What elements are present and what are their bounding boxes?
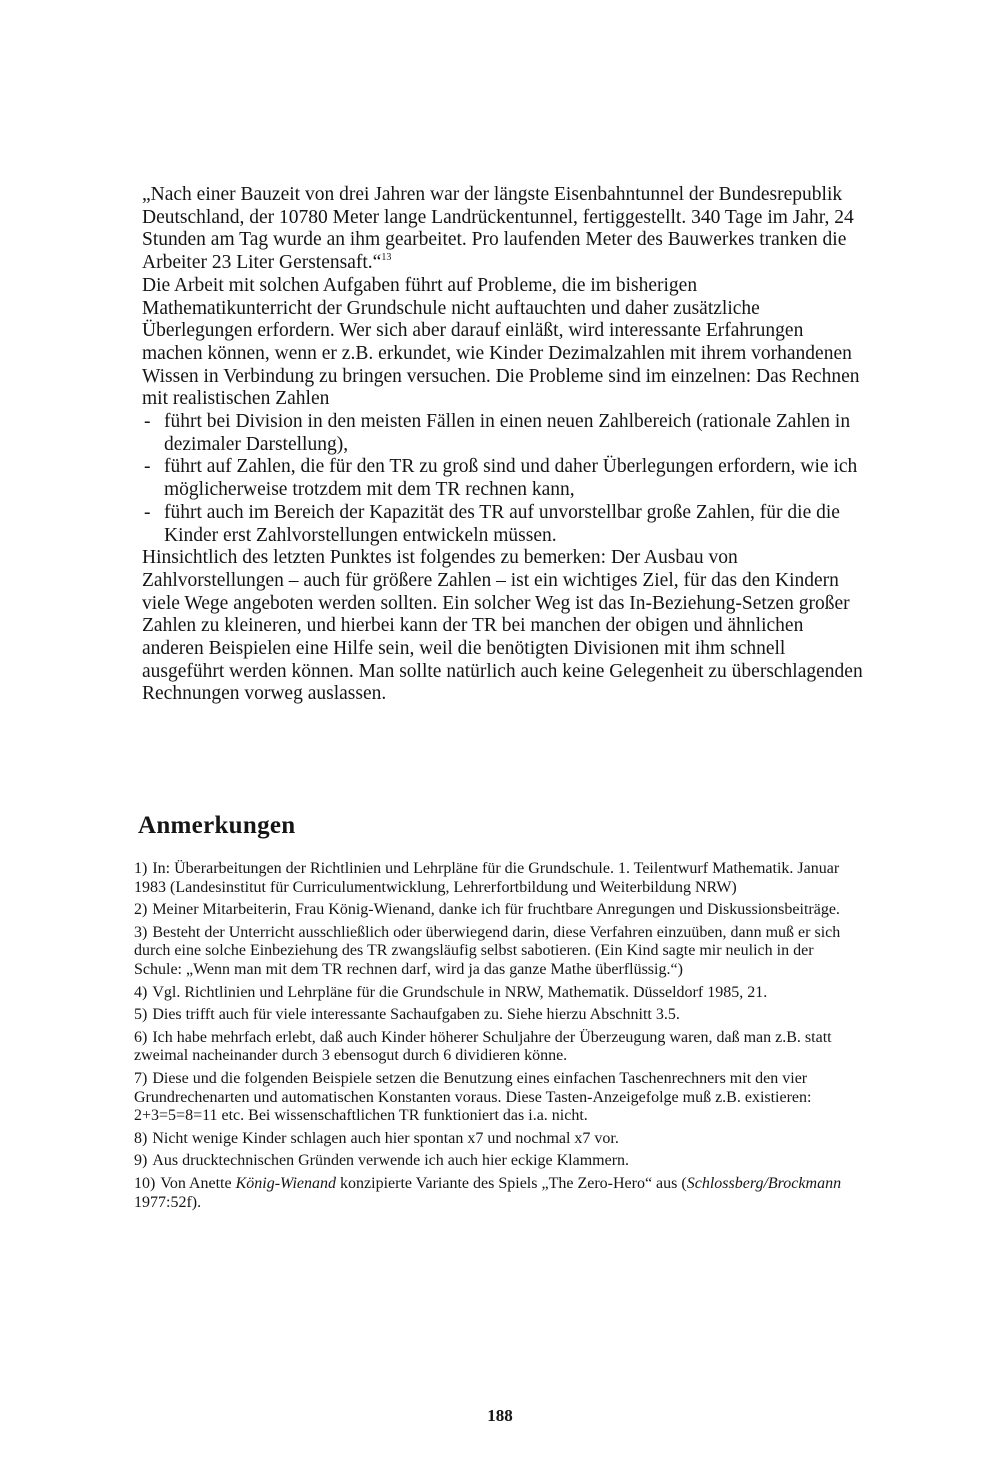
author-name: Schlossberg/Brockmann <box>686 1174 842 1192</box>
note-item <box>134 1006 860 1025</box>
note-text: Aus drucktechnischen Gründen verwende ich auch hier eckige Klammern. <box>152 1152 630 1170</box>
note-number: 7) <box>134 1069 148 1087</box>
note-number: 9) <box>134 1152 148 1170</box>
note-item <box>134 984 860 1003</box>
note-text: Ich habe mehrfach erlebt, daß auch Kinder höherer Schuljahre der Überzeugung waren, daß man z.B. statt zweimal nacheinander durch 3 ebensogut durch 6 dividieren könne. <box>134 1028 832 1065</box>
note-number: 8) <box>134 1129 148 1147</box>
note-item <box>134 1130 860 1149</box>
list-item: - führt auf Zahlen, die für den TR zu groß sind und daher Überlegungen erfordern, wie ich möglicherweise trotzdem mit dem TR rechnen kann, <box>142 456 864 501</box>
note-text: Meiner Mitarbeiterin, Frau König-Wienand, danke ich für fruchtbare Anregungen und Diskussionsbeiträge. <box>152 901 840 919</box>
page-number: 188 <box>487 1406 513 1425</box>
note-item <box>134 924 860 980</box>
notes-list <box>134 860 860 1216</box>
note-number: 2) <box>134 901 148 919</box>
problem-list <box>142 411 864 547</box>
note-number: 1) <box>134 860 148 877</box>
note-number: 3) <box>134 923 148 941</box>
note-item <box>134 860 860 897</box>
note-text: Besteht der Unterricht ausschließlich oder überwiegend darin, diese Verfahren einzuüben, dann muß er sich durch eine solche Einbeziehung des TR zwangsläufig selbst sabotieren. (Ein Kind sagte mir neulich in der Schule: „Wenn man mit dem TR rechnen darf, wird ja das ganze Mathe überflüssig.“) <box>134 923 841 978</box>
quote-paragraph <box>142 184 864 275</box>
note-text: Dies trifft auch für viele interessante Sachaufgaben zu. Siehe hierzu Abschnitt 3.5. <box>152 1006 680 1024</box>
note-item <box>134 1152 860 1171</box>
note-number: 6) <box>134 1028 148 1046</box>
quote-text: „Nach einer Bauzeit von drei Jahren war der längste Eisenbahntunnel der Bundesrepublik Deutschland, der 10780 Meter lange Landrückentunnel, fertiggestellt. 340 Tage im Jahr, 24 Stunden am Tag wurde an ihm gearbeitet. Pro laufenden Meter des Bauwerkes tranken die Arbeiter 23 Liter Gerstensaft.“ <box>142 184 854 274</box>
main-text <box>142 184 864 706</box>
note-text: Vgl. Richtlinien und Lehrpläne für die Grundschule in NRW, Mathematik. Düsseldorf 1985, 21. <box>152 983 768 1001</box>
note-text: In: Überarbeitungen der Richtlinien und Lehrpläne für die Grundschule. 1. Teilentwurf Mathematik. Januar 1983 (Landesinstitut für Curriculumentwicklung, Lehrerfortbildung und Weiterbildung NRW) <box>134 860 840 896</box>
note-item <box>134 1070 860 1126</box>
note-text-post: 1977:52f). <box>134 1193 202 1211</box>
note-number: 4) <box>134 983 148 1001</box>
note-number: 10) <box>134 1174 156 1192</box>
note-text: Diese und die folgenden Beispiele setzen die Benutzung eines einfachen Taschenrechners mit den vier Grundrechenarten und automatischen Konstanten voraus. Diese Tasten-Anzeigefolge muß z.B. existieren: 2+3=5=8=11 etc. Bei wissenschaftlichen TR funktioniert das i.a. nicht. <box>134 1069 812 1125</box>
note-item <box>134 1029 860 1066</box>
notes-heading: Anmerkungen <box>138 812 296 839</box>
list-item: - führt bei Division in den meisten Fällen in einen neuen Zahlbereich (rationale Zahlen in dezimaler Darstellung), <box>142 411 864 456</box>
note-number: 5) <box>134 1006 148 1024</box>
note-text: Nicht wenige Kinder schlagen auch hier spontan x7 und nochmal x7 vor. <box>152 1129 619 1147</box>
body-paragraph-2: Hinsichtlich des letzten Punktes ist folgendes zu bemerken: Der Ausbau von Zahlvorstellungen – auch für größere Zahlen – ist ein wichtiges Ziel, für das den Kindern viele Wege angeboten werden sollten. Ein solcher Weg ist das In-Beziehung-Setzen großer Zahlen zu kleineren, und hierbei kann der TR bei manchen der obigen und ähnlichen anderen Beispielen eine Hilfe sein, weil die benötigten Divisionen mit ihm schnell ausgeführt werden können. Man sollte natürlich auch keine Gelegenheit zu überschlagenden Rechnungen vorweg auslassen. <box>142 547 863 705</box>
note-item-10 <box>134 1175 860 1212</box>
author-name: König-Wienand <box>235 1174 337 1192</box>
note-text-mid: konzipierte Variante des Spiels „The Zero-Hero“ aus ( <box>340 1174 687 1192</box>
note-text-pre: Von Anette <box>160 1174 232 1192</box>
footnote-ref: 13 <box>381 252 392 264</box>
list-item: - führt auch im Bereich der Kapazität des TR auf unvorstellbar große Zahlen, für die die Kinder erst Zahlvorstellungen entwickeln müssen. <box>142 502 864 547</box>
note-item <box>134 901 860 920</box>
body-paragraph-1: Die Arbeit mit solchen Aufgaben führt auf Probleme, die im bisherigen Mathematikunterricht der Grundschule nicht auftauchten und daher zusätzliche Überlegungen erfordern. Wer sich aber darauf einläßt, wird interessante Erfahrungen machen können, wenn er z.B. erkundet, wie Kinder Dezimalzahlen mit ihrem vorhandenen Wissen in Verbindung zu bringen versuchen. Die Probleme sind im einzelnen: Das Rechnen mit realistischen Zahlen <box>142 274 860 410</box>
